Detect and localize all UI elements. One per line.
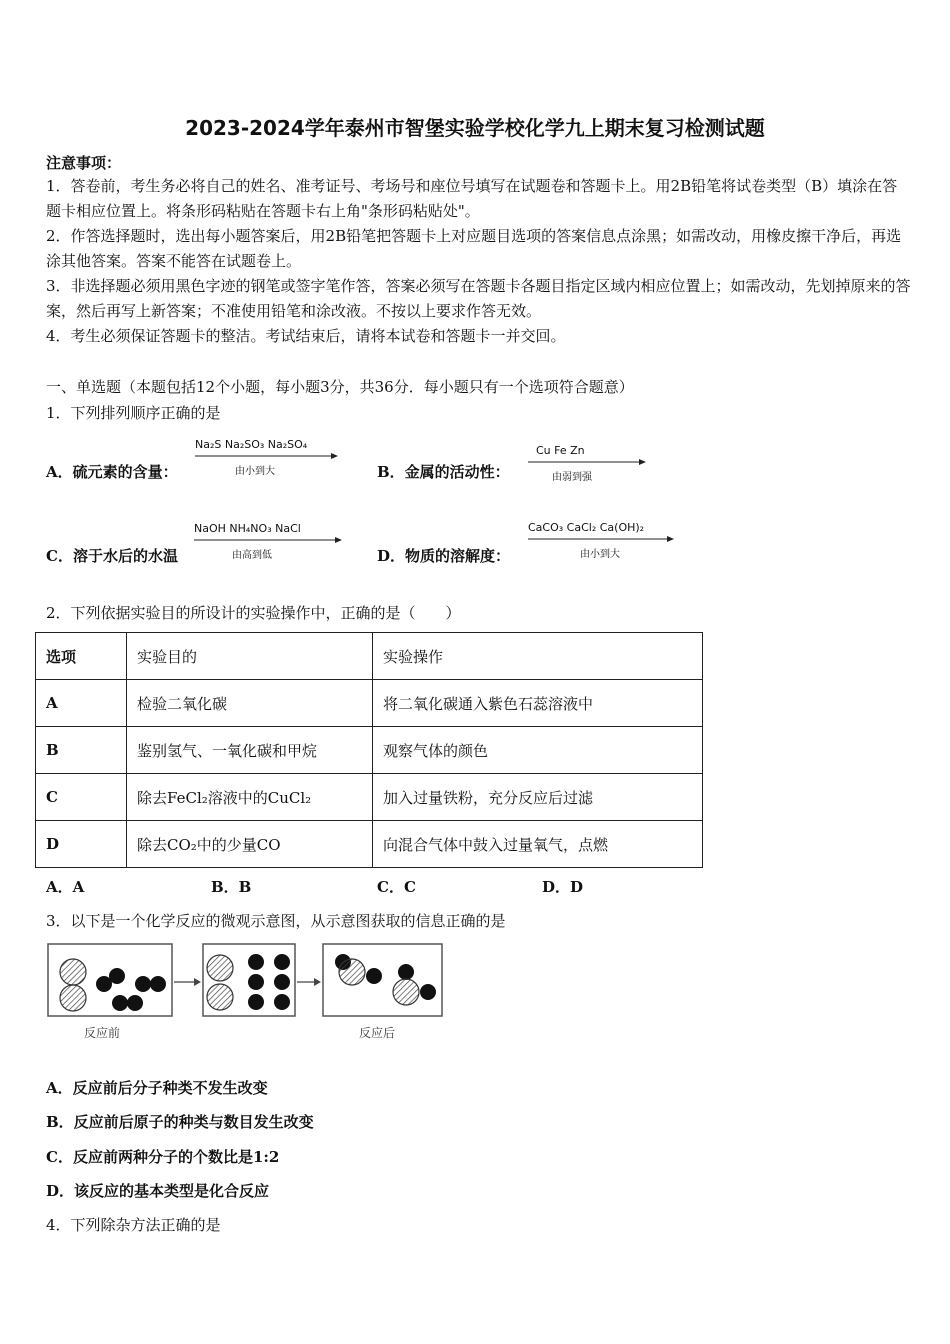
small-atom-black [109, 968, 125, 984]
table-row [36, 727, 703, 774]
table-cell: B [36, 727, 127, 774]
small-atom-black [112, 995, 128, 1011]
caption-before: 反应前 [84, 1026, 121, 1040]
table-cell: D [36, 821, 127, 868]
small-atom-black [274, 974, 290, 990]
table-header-cell: 实验目的 [127, 633, 373, 680]
table-header-row [36, 633, 703, 680]
notice-item-4: 4．考生必须保证答题卡的整洁。考试结束后，请将本试卷和答题卡一并交回。 [46, 327, 566, 345]
table-row [36, 680, 703, 727]
table-cell: C [36, 774, 127, 821]
small-atom-black [274, 994, 290, 1010]
table-header-cell: 实验操作 [373, 633, 703, 680]
q1-option-d-direction: 由小到大 [580, 549, 620, 560]
large-atom-hatched [339, 959, 365, 985]
table-cell: 向混合气体中鼓入过量氧气，点燃 [373, 821, 703, 868]
q1-option-b-label: B．金属的活动性： [377, 463, 510, 481]
table-cell: 除去CO₂中的少量CO [127, 821, 373, 868]
q1-option-b-arrow [528, 444, 648, 484]
arrow-right-icon [314, 978, 321, 986]
q1-option-b-metals: Cu Fe Zn [536, 444, 585, 457]
q1-option-c-label: C．溶于水后的水温 [46, 547, 178, 565]
table-cell: 观察气体的颜色 [373, 727, 703, 774]
experiment-table [35, 632, 703, 868]
reaction-diagram [46, 942, 446, 1026]
arrow-right-icon [194, 536, 344, 544]
q1-option-d-compounds: CaCO₃ CaCl₂ Ca(OH)₂ [528, 521, 645, 534]
q2-option-d: D．D [542, 878, 584, 896]
large-atom-hatched [60, 985, 86, 1011]
q4-stem: 4．下列除杂方法正确的是 [46, 1216, 221, 1234]
q3-option-d: D．该反应的基本类型是化合反应 [46, 1182, 270, 1200]
q3-option-b: B．反应前后原子的种类与数目发生改变 [46, 1113, 314, 1131]
q1-option-c-arrow [194, 522, 344, 562]
q3-option-c: C．反应前两种分子的个数比是1:2 [46, 1148, 280, 1166]
section-heading: 一、单选题（本题包括12个小题，每小题3分，共36分．每小题只有一个选项符合题意） [46, 378, 634, 396]
q1-option-d-arrow [528, 521, 676, 561]
notice-item-3: 3．非选择题必须用黑色字迹的钢笔或签字笔作答，答案必须写在答题卡各题目指定区域内相应位置上；如需改动，先划掉原来的答案，然后再写上新答案；不准使用铅笔和涂改液。不按以上要求作答无效。 [46, 277, 911, 320]
small-atom-black [127, 995, 143, 1011]
q1-option-d-label: D．物质的溶解度： [377, 547, 511, 565]
table-cell: 检验二氧化碳 [127, 680, 373, 727]
q3-stem: 3．以下是一个化学反应的微观示意图，从示意图获取的信息正确的是 [46, 912, 506, 930]
table-header-cell: 选项 [36, 633, 127, 680]
q1-option-a-compounds: Na₂S Na₂SO₃ Na₂SO₄ [195, 438, 308, 451]
q1-option-a-direction: 由小到大 [235, 466, 275, 477]
notice-item-2: 2．作答选择题时，选出每小题答案后，用2B铅笔把答题卡上对应题目选项的答案信息点涂黑；如需改动，用橡皮擦干净后，再选涂其他答案。答案不能答在试题卷上。 [46, 227, 902, 270]
q1-stem: 1．下列排列顺序正确的是 [46, 404, 221, 422]
small-atom-black [135, 976, 151, 992]
q1-option-c-compounds: NaOH NH₄NO₃ NaCl [194, 522, 301, 535]
q1-option-b-direction: 由弱到强 [552, 472, 592, 483]
large-atom-hatched [207, 955, 233, 981]
small-atom-black [398, 964, 414, 980]
q1-option-c-direction: 由高到低 [232, 550, 272, 561]
small-atom-black [420, 984, 436, 1000]
q2-stem: 2．下列依据实验目的所设计的实验操作中，正确的是（ ） [46, 604, 461, 622]
table-cell: 加入过量铁粉，充分反应后过滤 [373, 774, 703, 821]
large-atom-hatched [207, 984, 233, 1010]
table-row [36, 821, 703, 868]
small-atom-black [366, 968, 382, 984]
table-row [36, 774, 703, 821]
notice-item-1: 1．答卷前，考生务必将自己的姓名、准考证号、考场号和座位号填写在试题卷和答题卡上。用2B铅笔将试卷类型（B）填涂在答题卡相应位置上。将条形码粘贴在答题卡右上角"条形码粘贴处"。 [46, 177, 898, 220]
small-atom-black [248, 954, 264, 970]
q3-option-a: A．反应前后分子种类不发生改变 [46, 1079, 268, 1097]
arrow-right-icon [528, 535, 676, 543]
small-atom-black [274, 954, 290, 970]
q1-option-a-label: A．硫元素的含量： [46, 463, 178, 481]
q2-option-c: C．C [377, 878, 416, 896]
arrow-right-icon [195, 452, 340, 460]
small-atom-black [248, 974, 264, 990]
large-atom-hatched [393, 979, 419, 1005]
q2-option-a: A．A [46, 878, 85, 896]
table-cell: 鉴别氢气、一氧化碳和甲烷 [127, 727, 373, 774]
q2-option-b: B．B [211, 878, 252, 896]
page-title: 2023-2024学年泰州市智堡实验学校化学九上期末复习检测试题 [185, 116, 765, 140]
q1-option-a-arrow [195, 438, 340, 478]
table-cell: 将二氧化碳通入紫色石蕊溶液中 [373, 680, 703, 727]
caption-after: 反应后 [359, 1026, 396, 1040]
notice-heading: 注意事项： [46, 154, 122, 172]
molecule-diagram-svg [46, 942, 446, 1022]
table-cell: 除去FeCl₂溶液中的CuCl₂ [127, 774, 373, 821]
arrow-right-icon [528, 458, 648, 466]
small-atom-black [150, 976, 166, 992]
small-atom-black [248, 994, 264, 1010]
arrow-right-icon [194, 978, 201, 986]
table-cell: A [36, 680, 127, 727]
large-atom-hatched [60, 959, 86, 985]
